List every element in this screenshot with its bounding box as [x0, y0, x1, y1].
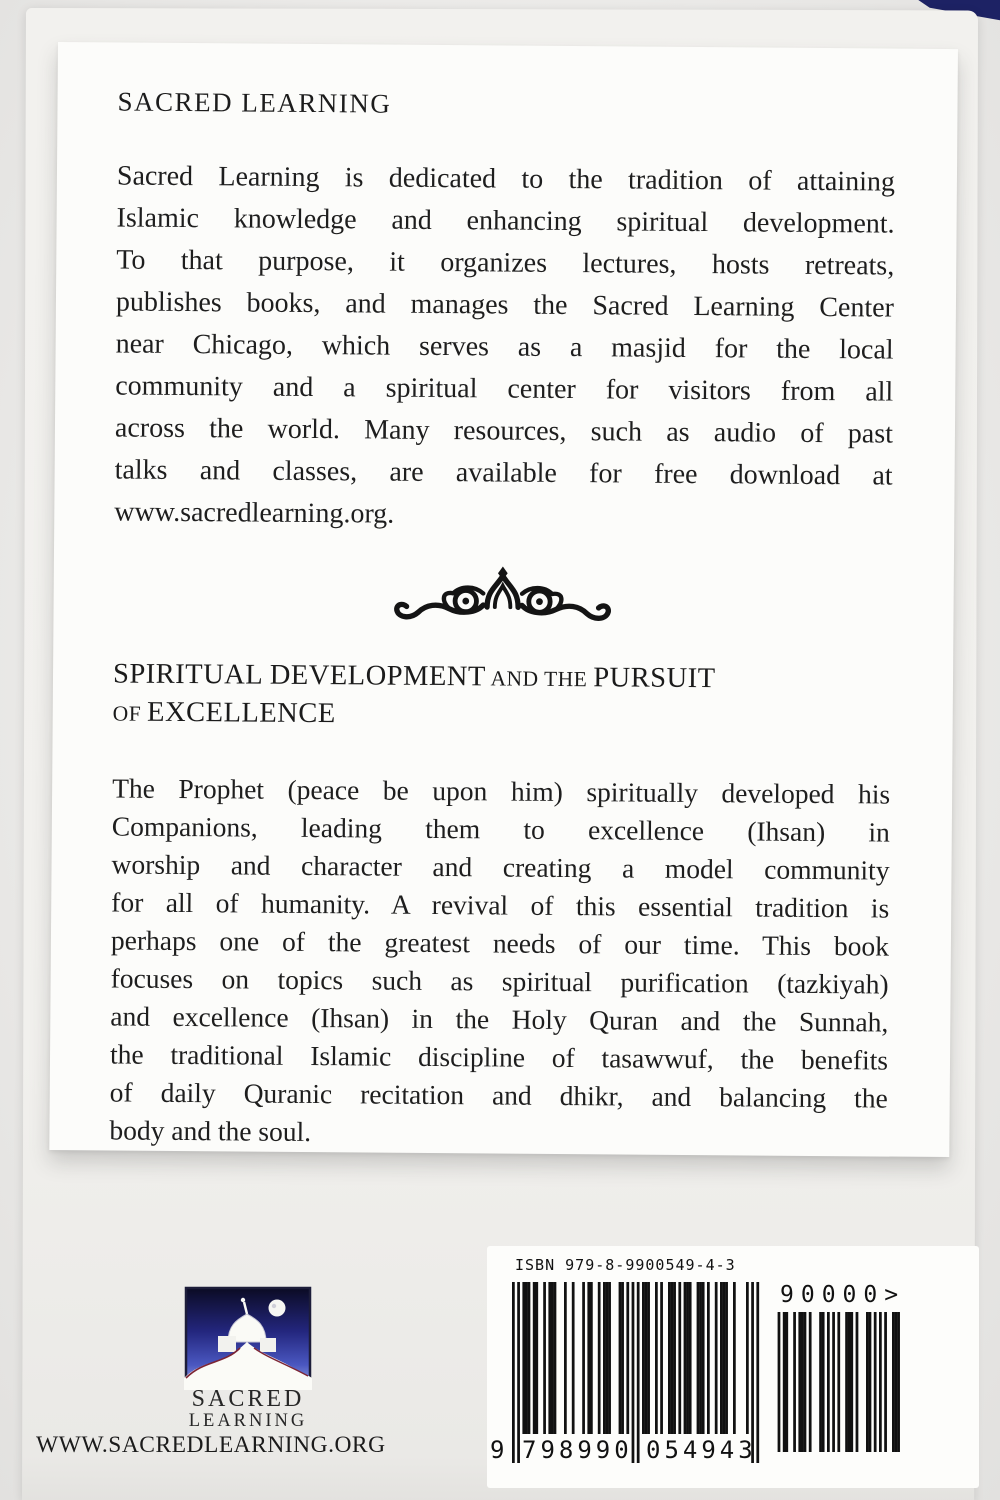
text-line: perhaps one of the greatest needs of our time. This book [110, 924, 890, 962]
org-description-paragraph [114, 155, 895, 539]
text-line: for all of humanity. A revival of this essential tradition is [111, 886, 890, 924]
mosque-night-logo-icon [184, 1286, 312, 1390]
ean5-supplement-barcode [775, 1312, 903, 1454]
text-panel [49, 42, 958, 1157]
title-segment: EXCELLENCE [146, 696, 336, 730]
title-segment: SPIRITUAL DEVELOPMENT [112, 658, 486, 693]
org-title: SACRED LEARNING [117, 86, 392, 119]
moon-icon [269, 1300, 286, 1317]
text-line: The Prophet (peace be upon him) spiritually developed his [112, 772, 891, 810]
book-title-line2 [113, 695, 891, 739]
publisher-logo [182, 1286, 314, 1431]
text-line: talks and classes, are available for free download at [114, 454, 893, 492]
barcode-digit-lead: 9 [490, 1436, 509, 1464]
book-title-line1 [113, 657, 891, 701]
title-segment: PURSUIT [593, 662, 716, 695]
text-line: community and a spiritual center for visitors from all [115, 370, 894, 408]
title-segment: AND THE [485, 666, 594, 692]
book-description-paragraph [109, 769, 890, 1155]
text-line: publishes books, and manages the Sacred Learning Center [115, 286, 895, 324]
text-line: the traditional Islamic discipline of tasawwuf, the benefits [109, 1038, 889, 1076]
title-segment: OF [112, 701, 148, 726]
publisher-website: WWW.SACREDLEARNING.ORG [36, 1432, 386, 1458]
text-line: www.sacredlearning.org. [114, 496, 395, 530]
publisher-name-line2: LEARNING [188, 1411, 308, 1431]
barcode-label [487, 1246, 979, 1488]
isbn-number: ISBN 979-8-9900549-4-3 [515, 1256, 736, 1274]
barcode-digit-group2: 054943 [646, 1436, 757, 1464]
text-line: Sacred Learning is dedicated to the tradition of attaining [116, 160, 896, 198]
text-line: worship and character and creating a model community [111, 848, 890, 886]
barcode-digit-group1: 798990 [522, 1436, 633, 1464]
text-line: body and the soul. [109, 1114, 312, 1148]
book-title [113, 657, 892, 739]
publisher-name-line1: SACRED [191, 1386, 305, 1412]
text-line: focuses on topics such as spiritual purification (tazkiyah) [110, 962, 889, 1000]
text-line: across the world. Many resources, such as audio of past [114, 412, 894, 450]
text-line: Companions, leading them to excellence (Ihsan) in [111, 810, 890, 848]
text-line: To that purpose, it organizes lectures, hosts retreats, [116, 244, 895, 282]
text-line: near Chicago, which serves as a masjid for the local [115, 328, 894, 366]
ornament-flourish-icon [389, 564, 615, 630]
text-line: and excellence (Ihsan) in the Holy Quran and the Sunnah, [110, 1000, 889, 1038]
text-line: of daily Quranic recitation and dhikr, and balancing the [109, 1076, 888, 1114]
price-supplement-code: 90000> [780, 1282, 906, 1308]
text-line: Islamic knowledge and enhancing spiritual development. [116, 202, 895, 240]
